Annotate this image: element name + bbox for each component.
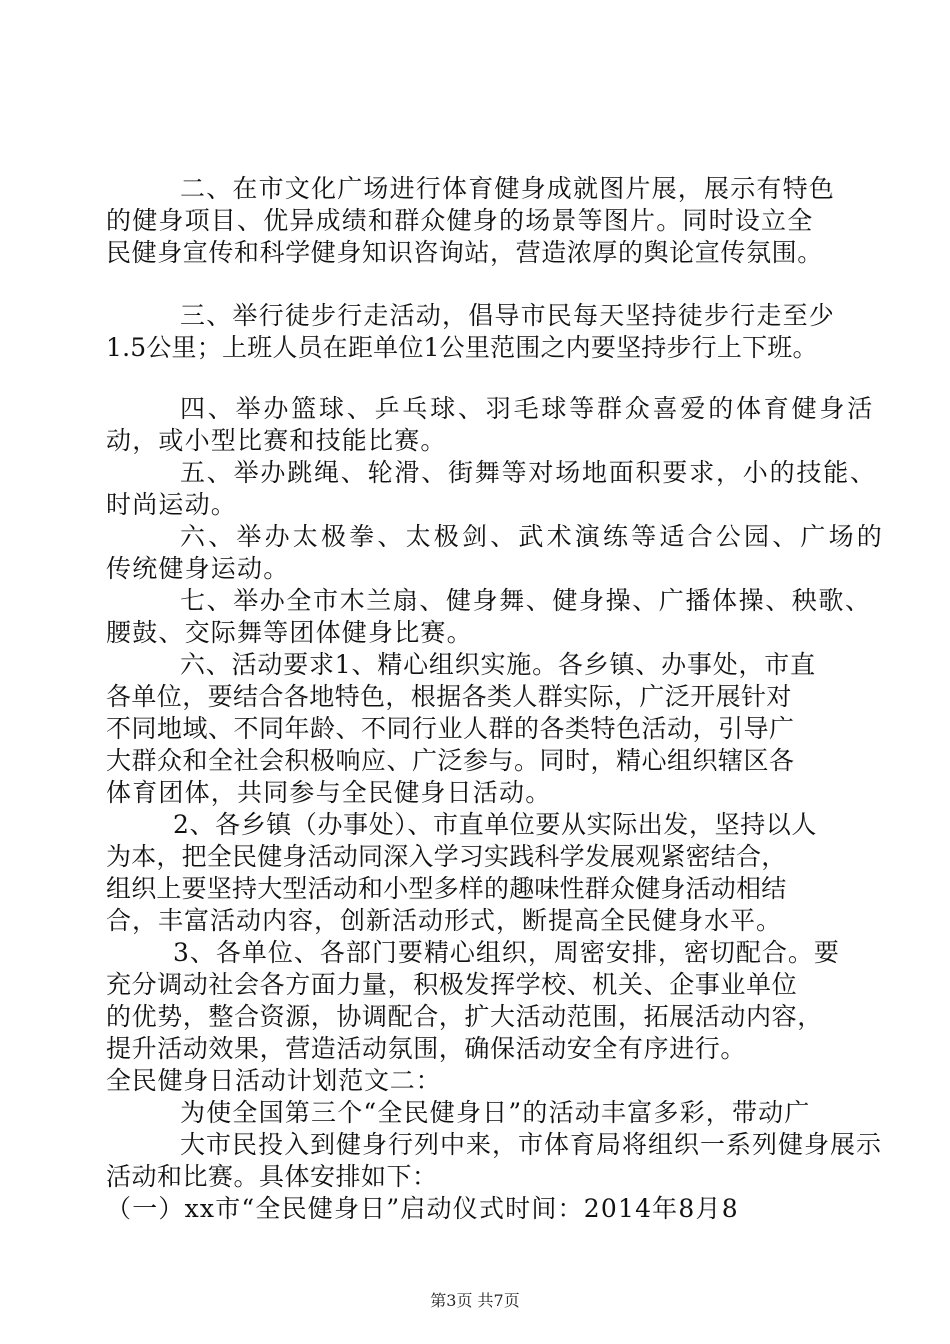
paragraph-line: 大群众和全社会积极响应、广泛参与。同时，精心组织辖区各 (106, 746, 795, 775)
paragraph-line: 提升活动效果，营造活动氛围，确保活动安全有序进行。 (106, 1034, 747, 1063)
paragraph-line: 为本，把全民健身活动同深入学习实践科学发展观紧密结合， (106, 842, 787, 871)
paragraph-line: 的优势，整合资源，协调配合，扩大活动范围，拓展活动内容， (106, 1002, 823, 1031)
paragraph-line: 为使全国第三个“全民健身日”的活动丰富多彩，带动广 (180, 1098, 811, 1127)
paragraph-line: 七、举办全市木兰扇、健身舞、健身操、广播体操、秧歌、 (180, 586, 872, 615)
section-heading: 全民健身日活动计划范文二： (106, 1066, 442, 1095)
paragraph-line: 六、举办太极拳、太极剑、武术演练等适合公园、广场的 (180, 522, 886, 551)
page-number-footer: 第3页 共7页 (430, 1291, 520, 1310)
paragraph-line: 腰鼓、交际舞等团体健身比赛。 (106, 618, 473, 647)
paragraph-line: 动，或小型比赛和技能比赛。 (106, 426, 447, 455)
paragraph-line: 不同地域、不同年龄、不同行业人群的各类特色活动，引导广 (106, 714, 795, 743)
paragraph-line: 的健身项目、优异成绩和群众健身的场景等图片。同时设立全 (106, 206, 814, 235)
paragraph-line: 四、举办篮球、乒乓球、羽毛球等群众喜爱的体育健身活 (180, 394, 876, 423)
paragraph-line: 五、举办跳绳、轮滑、街舞等对场地面积要求，小的技能、 (180, 458, 877, 487)
paragraph-line: 充分调动社会各方面力量，积极发挥学校、机关、企事业单位 (106, 970, 798, 999)
paragraph-line: 时尚运动。 (106, 490, 238, 519)
paragraph-line: 六、活动要求1、精心组织实施。各乡镇、办事处，市直 (180, 650, 816, 679)
paragraph-line: 1.5公里；上班人员在距单位1公里范围之内要坚持步行上下班。 (106, 333, 818, 362)
paragraph-line: 3、各单位、各部门要精心组织，周密安排，密切配合。要 (173, 938, 840, 967)
paragraph-line: 三、举行徒步行走活动，倡导市民每天坚持徒步行走至少 (180, 301, 836, 330)
paragraph-line: 体育团体，共同参与全民健身日活动。 (106, 778, 552, 807)
paragraph-line: 活动和比赛。具体安排如下： (106, 1162, 438, 1191)
paragraph-line: 民健身宣传和科学健身知识咨询站，营造浓厚的舆论宣传氛围。 (106, 238, 823, 267)
paragraph-line: 传统健身运动。 (106, 554, 290, 583)
paragraph-line: 大市民投入到健身行列中来，市体育局将组织一系列健身展示 (180, 1130, 883, 1159)
paragraph-line: 各单位，要结合各地特色，根据各类人群实际，广泛开展针对 (106, 682, 792, 711)
paragraph-line: 二、在市文化广场进行体育健身成就图片展，展示有特色 (180, 174, 836, 203)
paragraph-line: 组织上要坚持大型活动和小型多样的趣味性群众健身活动相结 (106, 874, 787, 903)
paragraph-line: 2、各乡镇（办事处）、市直单位要从实际出发，坚持以人 (173, 810, 818, 839)
paragraph-line: 合，丰富活动内容，创新活动形式，断提高全民健身水平。 (106, 906, 783, 935)
paragraph-line: （一）xx市“全民健身日”启动仪式时间：2014年8月8 (106, 1194, 739, 1223)
